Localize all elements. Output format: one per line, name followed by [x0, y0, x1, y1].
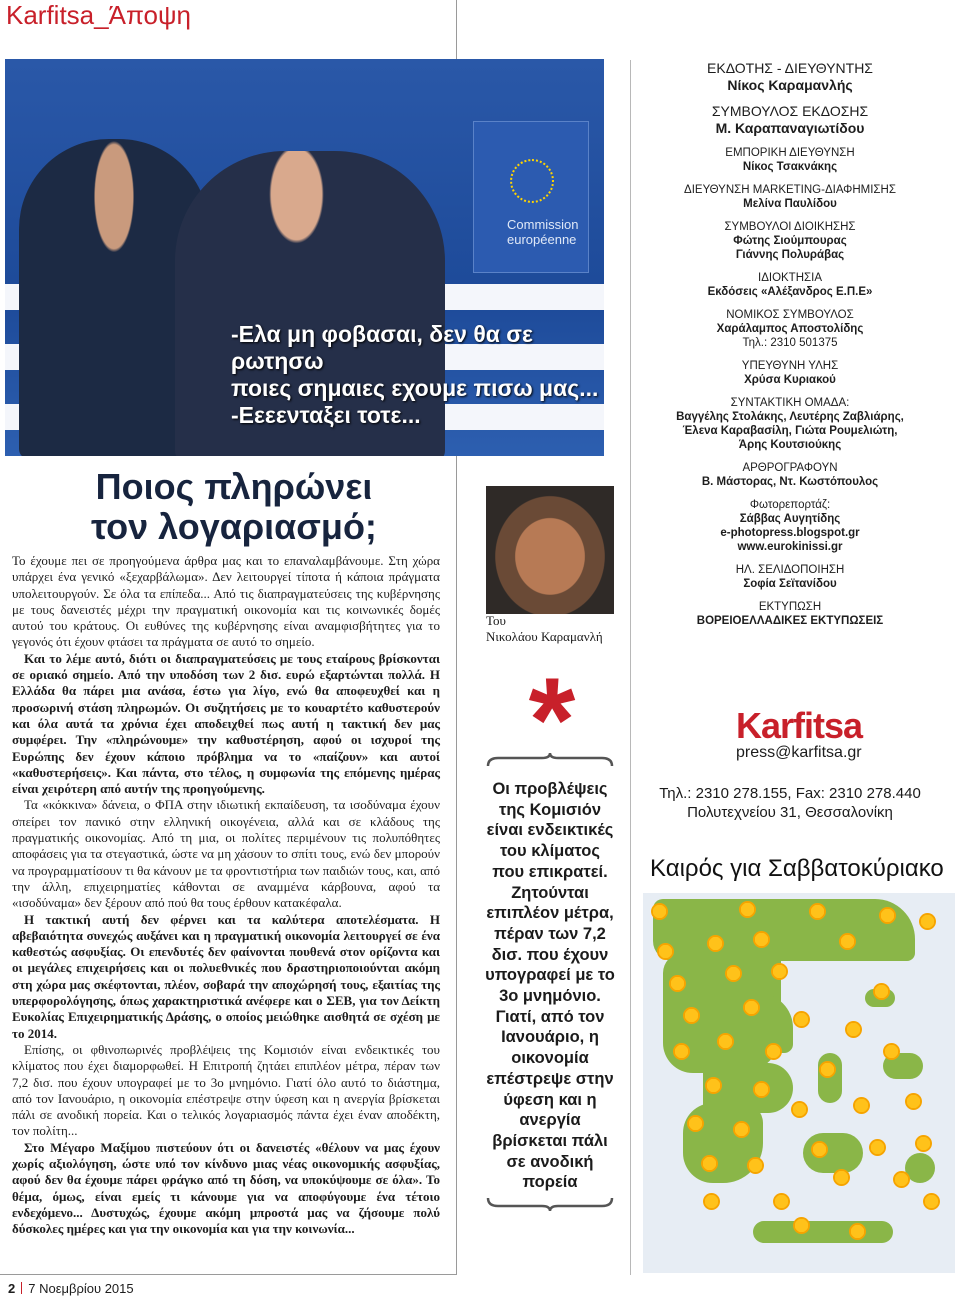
- sun-icon: [771, 963, 788, 980]
- sun-icon: [869, 1139, 886, 1156]
- map-land-north: [653, 899, 915, 961]
- brace-top-icon: [486, 752, 614, 768]
- sun-icon: [717, 1033, 734, 1050]
- photo-caption: [231, 321, 603, 429]
- masthead-block: [640, 103, 940, 137]
- masthead-role: ΣΥΝΤΑΚΤΙΚΗ ΟΜΑΔΑ:: [730, 397, 850, 409]
- sun-icon: [747, 1157, 764, 1174]
- sun-icon: [915, 1135, 932, 1152]
- sun-icon: [791, 1101, 808, 1118]
- headline-line: Ποιος πληρώνει: [95, 466, 373, 507]
- section-title: Karfitsa_Άποψη: [6, 0, 191, 30]
- article-paragraph: Το έχουμε πει σε προηγούμενα άρθρα μας και το επαναλαμβάνουμε. Στη χώρα υπάρχει ένα γενικό «ξεχαρβάλωμα». Δεν λειτουργεί τίποτα ή κάποια πράγματα υπολειτουργούν. Σε όλα τα επίπεδα... Από τις διαπραγματεύσεις της κυβέρνησης με τους δανειστές μέχρι την πραγματική οικονομία και τις κοινωνικές δομές αυτού του κράτους. Οι ευθύνες της κυβέρνησης είναι αναμφισβήτητες για το γεγονός ότι έχουν φτάσει τα πράγματα σε αυτό το σημείο.: [12, 553, 440, 650]
- article-paragraph: Στο Μέγαρο Μαξίμου πιστεύουν ότι οι δανειστές «θέλουν να μας έχουν χωρίς αξιολόγηση, ώστε υπό τον κίνδυνο μιας νέας οικονομικής ασφυξίας, αφού δεν θα έχουμε πάρει φράγκο από τη δόση, να υποκύψουμε σε όλα». Το θέμα, όμως, είναι εμείς τι κάνουμε για να αποφύγουμε ένα τέτοιο ενδεχόμενο... Δυστυχώς, έχουμε ακόμη μπροστά μας να ζήσουμε πολύ δύσκολες ημέρες και για την οικονομία και για την κοινωνία...: [12, 1139, 440, 1237]
- masthead-block: [640, 60, 940, 94]
- masthead-name: Χαράλαμπος Αποστολίδης: [716, 323, 864, 335]
- author-byline: [486, 613, 603, 645]
- sun-icon: [793, 1217, 810, 1234]
- masthead-role: Φωτορεπορτάζ:: [749, 499, 831, 511]
- weather-title: Καιρός για Σαββατοκύριακο: [650, 855, 944, 882]
- sun-icon: [651, 903, 668, 920]
- masthead-name: Βαγγέλης Στολάκης, Λευτέρης Ζαβλιάρης,: [676, 411, 904, 423]
- sun-icon: [701, 1155, 718, 1172]
- sun-icon: [705, 1077, 722, 1094]
- masthead-block: [640, 271, 940, 299]
- article-headline: [20, 467, 448, 547]
- masthead-role: ΕΜΠΟΡΙΚΗ ΔΙΕΥΘΥΝΣΗ: [725, 147, 855, 159]
- sun-icon: [739, 901, 756, 918]
- map-land-crete: [753, 1221, 893, 1243]
- sun-icon: [819, 1061, 836, 1078]
- sun-icon: [753, 1081, 770, 1098]
- sun-icon: [669, 975, 686, 992]
- brace-bottom-icon: [486, 1196, 614, 1212]
- masthead-block: [640, 359, 940, 387]
- masthead-role: ΣΥΜΒΟΥΛΟΙ ΔΙΟΙΚΗΣΗΣ: [724, 221, 856, 233]
- masthead-role: ΥΠΕΥΘΥΝΗ ΥΛΗΣ: [741, 360, 839, 372]
- masthead: [640, 60, 940, 637]
- article-paragraph: Επίσης, οι φθινοπωρινές προβλέψεις της Κομισιόν είναι ενδεικτικές του κλίματος που έχει διαμορφωθεί. Η Επιτροπή ζητάει επιπλέον μέτρα, πέραν των 7,2 δισ. που έχουν υπογραφεί με το 3ο μνημόνιο. Γιατί όλο αυτό το διάστημα, από τον Ιανουάριο, η οικονομία επέστρεψε στην ύφεση και η ανεργία βρίσκεται πάλι σε ανοδική πορεία. Και ο τελικός λογαριασμός πάντα έχει έναν αποδέκτη, τον πολίτη...: [12, 1041, 440, 1139]
- masthead-name: Άρης Κουτσιούκης: [738, 439, 842, 451]
- sun-icon: [849, 1223, 866, 1240]
- logo-name: Karfitsa: [736, 705, 863, 746]
- masthead-role: ΕΚΔΟΤΗΣ - ΔΙΕΥΘΥΝΤΗΣ: [707, 60, 873, 76]
- masthead-name: Χρύσα Κυριακού: [744, 374, 836, 386]
- sun-icon: [811, 1141, 828, 1158]
- sun-icon: [809, 903, 826, 920]
- sun-icon: [687, 1115, 704, 1132]
- masthead-block: [640, 308, 940, 350]
- article-paragraph: Τα «κόκκινα» δάνεια, ο ΦΠΑ στην ιδιωτική εκπαίδευση, τα ισοδύναμα έχουν σπείρει τον πανικό στην ελληνική οικογένεια, αλλά και σε κλάδους της πραγματικής οικονομίας. Από τη μια, οι πολίτες περιμένουν τις πολυπόθητες αποφάσεις για τα στεγαστικά, ώστε να μη χάσουν το σπίτι τους, ενώ δεν μπορούν να προγραμματίσουν τι θα κάνουν με τα φροντιστήρια των παιδιών τους, και, από την άλλη, επιχειρηματίες κάθονται σε αναμμένα κάρβουνα, αφού τα «ισοδύναμα» δεν ξέρουν από πού θα τους έρθουν κατακέφαλα.: [12, 797, 440, 911]
- weather-map: [643, 893, 955, 1273]
- masthead-name: Φώτης Σιούμπουρας: [733, 235, 847, 247]
- sun-icon: [657, 943, 674, 960]
- sun-icon: [743, 999, 760, 1016]
- issue-date: 7 Νοεμβρίου 2015: [28, 1281, 134, 1296]
- masthead-name: ΒΟΡΕΙΟΕΛΛΑΔΙΚΕΣ ΕΚΤΥΠΩΣΕΙΣ: [696, 615, 884, 627]
- masthead-name: e-photopress.blogspot.gr: [720, 527, 860, 539]
- logo-email: press@karfitsa.gr: [736, 744, 862, 761]
- sun-icon: [707, 935, 724, 952]
- sun-icon: [773, 1193, 790, 1210]
- eu-sign-text: [507, 217, 587, 247]
- footer-separator: [21, 1282, 22, 1294]
- masthead-name: Εκδόσεις «Αλέξανδρος Ε.Π.Ε»: [707, 286, 873, 298]
- sun-icon: [725, 965, 742, 982]
- masthead-role: ΗΛ. ΣΕΛΙΔΟΠΟΙΗΣΗ: [735, 564, 845, 576]
- sun-icon: [873, 983, 890, 1000]
- masthead-role: ΕΚΤΥΠΩΣΗ: [758, 601, 822, 613]
- sun-icon: [753, 931, 770, 948]
- masthead-block: [640, 498, 940, 554]
- sun-icon: [765, 1043, 782, 1060]
- pull-quote: Οι προβλέψεις της Κομισιόν είναι ενδεικτικές του κλίματος που επικρατεί. Ζητούνται επιπλέον μέτρα, πέραν των 7,2 δισ. που έχουν υπογραφεί με το 3ο μνημόνιο. Γιατί, από τον Ιανουάριο, η οικονομία επέστρεψε στην ύφεση και η ανεργία βρίσκεται πάλι σε ανοδική πορεία: [485, 780, 615, 1192]
- eu-sign-line: Commission: [507, 217, 579, 232]
- column-divider: [630, 60, 631, 1275]
- sun-icon: [703, 1193, 720, 1210]
- masthead-name: Σοφία Σεϊτανίδου: [743, 578, 837, 590]
- sun-icon: [883, 1043, 900, 1060]
- byline-prefix: Του: [486, 613, 506, 628]
- sun-icon: [673, 1043, 690, 1060]
- masthead-role: ΣΥΜΒΟΥΛΟΣ ΕΚΔΟΣΗΣ: [711, 103, 869, 119]
- masthead-block: [640, 220, 940, 262]
- masthead-name: Νίκος Καραμανλής: [727, 77, 853, 93]
- masthead-name: www.eurokinissi.gr: [737, 541, 843, 553]
- caption-line: -Εεεενταξει τοτε...: [231, 402, 421, 428]
- page-number: 2: [8, 1281, 16, 1296]
- masthead-block: [640, 183, 940, 211]
- headline-line: τον λογαριασμό;: [91, 506, 377, 547]
- karfitsa-logo: [736, 705, 863, 762]
- masthead-name: Σάββας Αυγητίδης: [739, 513, 841, 525]
- author-name: Νικολάου Καραμανλή: [486, 629, 603, 644]
- sun-icon: [893, 1171, 910, 1188]
- masthead-role: ΙΔΙΟΚΤΗΣΙΑ: [758, 272, 822, 284]
- masthead-role: ΝΟΜΙΚΟΣ ΣΥΜΒΟΥΛΟΣ: [726, 309, 854, 321]
- sun-icon: [833, 1169, 850, 1186]
- masthead-block: [640, 461, 940, 489]
- caption-line: ποιες σημαιες εχουμε πισω μας...: [231, 375, 599, 401]
- eu-stars-icon: [510, 159, 554, 203]
- sun-icon: [793, 1011, 810, 1028]
- masthead-block: [640, 563, 940, 591]
- page-footer: [8, 1281, 134, 1296]
- masthead-name: Β. Μάστορας, Ντ. Κωστόπουλος: [701, 476, 879, 488]
- article-paragraph: Η τακτική αυτή δεν φέρνει και τα καλύτερα αποτελέσματα. Η αβεβαιότητα συνεχώς αυξάνει και η πραγματική οικονομία λειτουργεί σε ένα καθεστώς ασφυξίας. Οι επενδυτές δεν φαίνονται πουθενά στον ορίζοντα και οι μεγάλες επιχειρήσεις και οι πολυεθνικές που δραστηριοποιούνται ακόμη στη χώρα μας σκέφτονται, πλέον, σοβαρά την αποχώρησή τους, εξαιτίας της υπερφορολόγησης, όπως χαρακτηριστικά ανέφερε και ο ΣΕΒ, για τον Δείκτη Ευκολίας Επιχειρηματικής Δράσης, ο οποίος μειώθηκε αισθητά σε σχέση με το 2014.: [12, 911, 440, 1041]
- masthead-block: [640, 396, 940, 452]
- caption-line: -Ελα μη φοβασαι, δεν θα σε ρωτησω: [231, 321, 533, 374]
- masthead-extra: Τηλ.: 2310 501375: [742, 337, 838, 349]
- sun-icon: [905, 1093, 922, 1110]
- asterisk-icon: *: [528, 653, 576, 787]
- sun-icon: [839, 933, 856, 950]
- masthead-name: Νίκος Τσακνάκης: [742, 161, 838, 173]
- sun-icon: [845, 1021, 862, 1038]
- sun-icon: [733, 1121, 750, 1138]
- contact-address: Πολυτεχνείου 31, Θεσσαλονίκη: [687, 804, 893, 821]
- sun-icon: [923, 1193, 940, 1210]
- sun-icon: [919, 913, 936, 930]
- article-body: [12, 553, 440, 1237]
- author-photo: [486, 486, 614, 614]
- contact-info: [640, 784, 940, 822]
- masthead-role: ΔΙΕΥΘΥΝΣΗ MARKETING-ΔΙΑΦΗΜΙΣΗΣ: [684, 184, 896, 196]
- contact-phone: Τηλ.: 2310 278.155, Fax: 2310 278.440: [659, 785, 921, 802]
- masthead-name: Μελίνα Παυλίδου: [743, 198, 837, 210]
- sun-icon: [683, 1007, 700, 1024]
- masthead-block: [640, 146, 940, 174]
- front-photo: [5, 59, 604, 456]
- masthead-name: Γιάννης Πολυράβας: [735, 249, 845, 261]
- article-paragraph: Και το λέμε αυτό, διότι οι διαπραγματεύσεις με τους εταίρους βρίσκονται σε οριακό σημείο. Από την υποδόση των 2 δισ. ευρώ εξαρτώνται πολλά. Η Ελλάδα θα πάρει μια ανάσα, έστω για λίγο, ενώ θα αποφευχθεί και η προσωρινή στάση πληρωμών. Οι συζητήσεις με το κουαρτέτο καθυστερούν και όλα αυτά τα χρόνια έχει αποδειχθεί πως αυτή η τακτική δεν μας συμφέρει. Την «πληρώνουμε» την καθυστέρηση, αφού οι ισχυροί της Ευρώπης δεν έχουν κάποιο πρόβλημα να το «παίζουν» και αυτοί «καθυστερήσεις». Και πάντα, στο τέλος, η συμφωνία της επόμενης ημέρας είναι χειρότερη από αυτήν της προηγούμενης.: [12, 650, 440, 797]
- sun-icon: [879, 907, 896, 924]
- eu-sign-line: européenne: [507, 232, 577, 247]
- masthead-block: [640, 600, 940, 628]
- masthead-name: Έλενα Καραβασίλη, Γιώτα Ρουμελιώτη,: [682, 425, 898, 437]
- sun-icon: [853, 1097, 870, 1114]
- masthead-name: Μ. Καραπαναγιωτίδου: [715, 120, 865, 136]
- masthead-role: ΑΡΘΡΟΓΡΑΦΟΥΝ: [742, 462, 838, 474]
